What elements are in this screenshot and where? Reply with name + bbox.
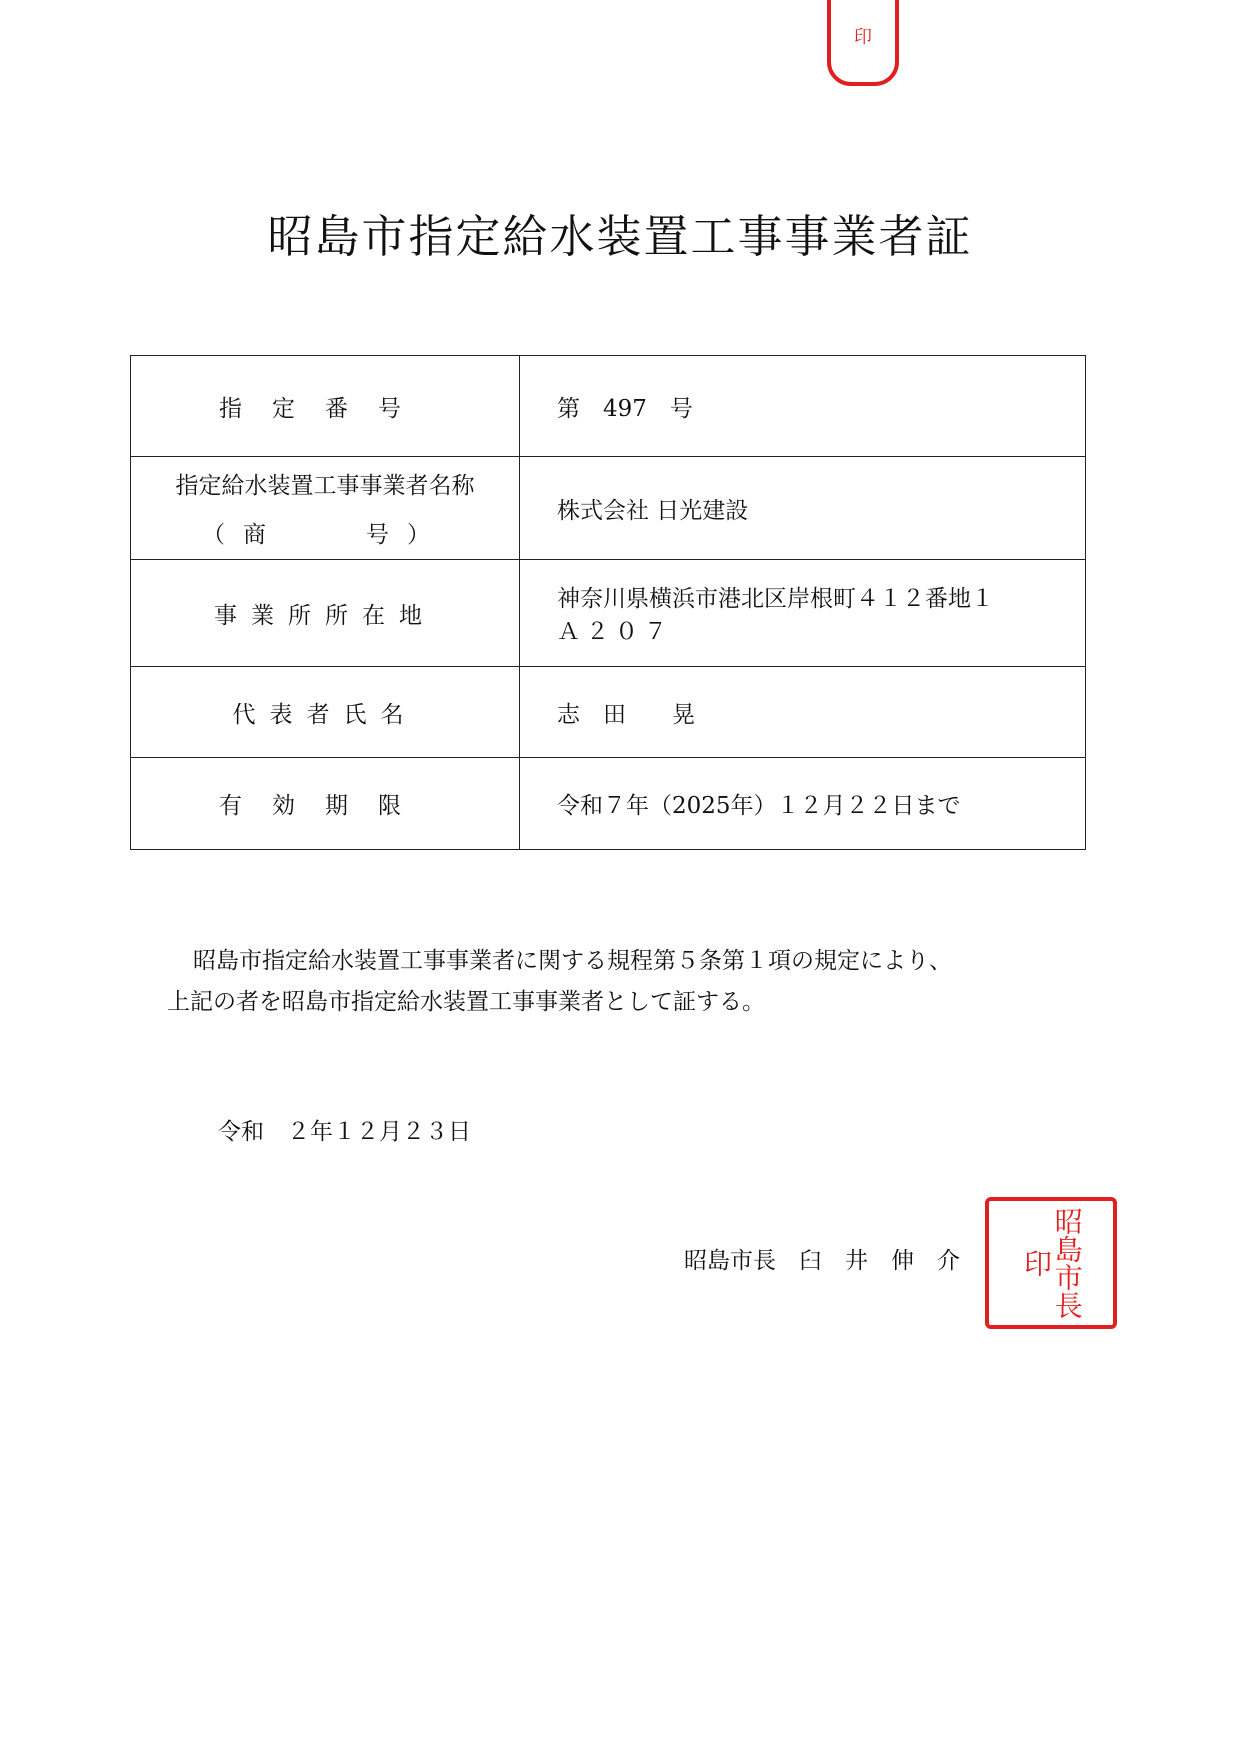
- table-row: [131, 457, 1086, 560]
- issuer-name: 昭島市長 臼 井 伸 介: [684, 1248, 960, 1274]
- label-office-address: 事業所所在地: [131, 560, 520, 667]
- document-title: 昭島市指定給水装置工事事業者証: [267, 210, 973, 263]
- top-seal-stamp: 印: [827, 0, 899, 86]
- statement-line1: 昭島市指定給水装置工事事業者に関する規程第５条第１項の規定により、: [193, 948, 952, 974]
- table-row: [131, 356, 1086, 457]
- label-representative: 代表者氏名: [131, 667, 520, 758]
- table-row: [131, 758, 1086, 850]
- value-office-address: [520, 560, 1086, 667]
- issue-date: 令和 ２年１２月２３日: [218, 1119, 471, 1145]
- value-designation-number: 第 497 号: [520, 356, 1086, 457]
- label-business-name: [131, 457, 520, 560]
- label-expiry: 有効期限: [131, 758, 520, 850]
- official-seal-stamp: 昭島市長印: [985, 1197, 1117, 1329]
- label-main: 指定給水装置工事事業者名称: [175, 473, 475, 499]
- address-line1: 神奈川県横浜市港北区岸根町４１２番地１: [557, 586, 994, 612]
- label-sub: （商 号）: [202, 522, 448, 548]
- table-row: [131, 667, 1086, 758]
- label-designation-number: 指定番号: [131, 356, 520, 457]
- value-representative: 志 田 晃: [520, 667, 1086, 758]
- certificate-table: [130, 355, 1086, 850]
- address-line2: Ａ２０７: [557, 619, 673, 645]
- table-row: [131, 560, 1086, 667]
- statement-line2: 上記の者を昭島市指定給水装置工事事業者として証する。: [167, 989, 765, 1015]
- value-expiry: 令和７年（2025年）１２月２２日まで: [520, 758, 1086, 850]
- value-business-name: 株式会社 日光建設: [520, 457, 1086, 560]
